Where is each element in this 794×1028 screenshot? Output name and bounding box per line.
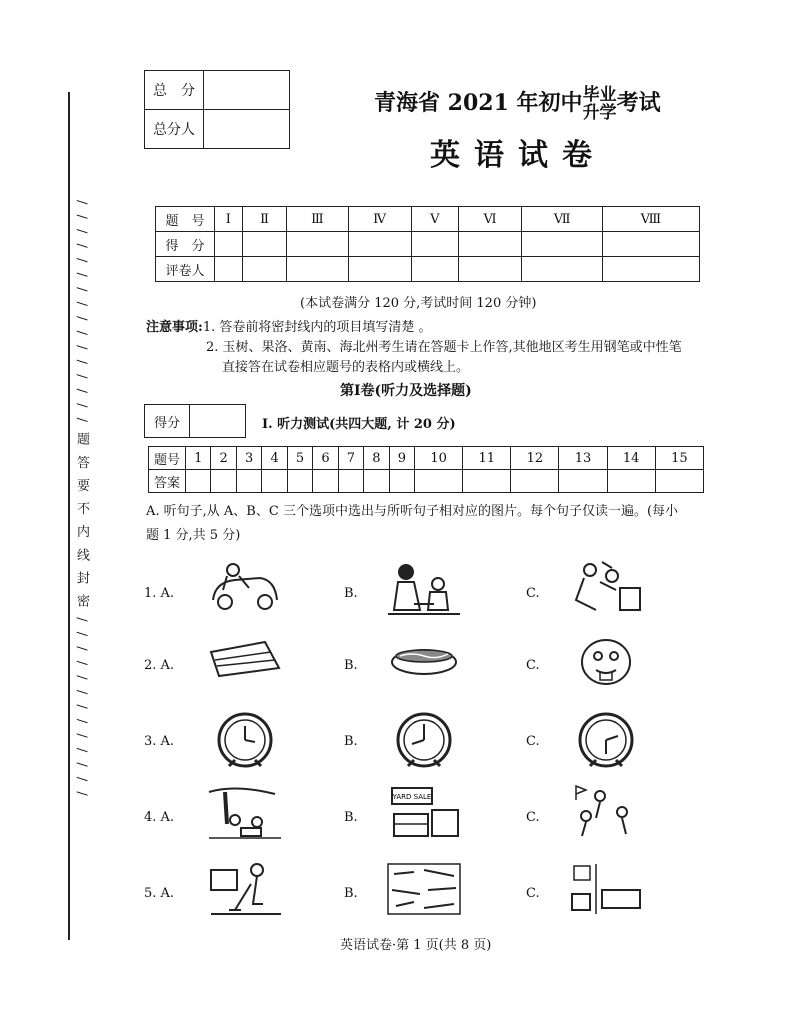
clock-picture-c[interactable] [566, 708, 646, 772]
score-cell[interactable] [411, 232, 458, 257]
score-table-header-label: 题 号 [156, 207, 215, 232]
question-2-option-b-label: B. [344, 658, 358, 673]
question-5-option-a-label: 5. A. [144, 886, 175, 901]
section-score-label: 得分 [145, 405, 190, 438]
messy-room-picture[interactable] [384, 860, 464, 924]
question-4-option-c-label: C. [526, 810, 540, 825]
grader-cell[interactable] [522, 257, 602, 282]
exam-info: (本试卷满分 120 分,考试时间 120 分钟) [300, 296, 537, 311]
col-5: Ⅴ [411, 207, 458, 232]
col-7: Ⅶ [522, 207, 602, 232]
score-cell[interactable] [602, 232, 699, 257]
clock-picture-a[interactable] [205, 708, 285, 772]
total-score-cell[interactable] [204, 71, 290, 110]
notes: 注意事项:1. 答卷前将密封线内的项目填写清楚 。 2. 玉树、果洛、黄南、海北州考生请在答题卡上作答,其他地区考生用钢笔或中性笔 直接答在试卷相应题号的表格内或横线上。 [146, 320, 682, 375]
answer-cell-1[interactable] [186, 470, 211, 493]
answer-number-5: 5 [287, 447, 312, 470]
col-2: Ⅱ [242, 207, 287, 232]
clock-picture-b[interactable] [384, 708, 464, 772]
answer-cell-13[interactable] [559, 470, 607, 493]
instruction: A. 听句子,从 A、B、C 三个选项中选出与所听句子相对应的图片。每个句子仅读一遍。(每小 题 1 分,共 5 分) [146, 504, 679, 543]
grader-cell[interactable] [602, 257, 699, 282]
score-cell[interactable] [242, 232, 287, 257]
score-cell[interactable] [522, 232, 602, 257]
section-title: Ⅰ. 听力测试(共四大题, 计 20 分) [262, 417, 456, 432]
answer-number-7: 7 [338, 447, 363, 470]
score-row-label: 得 分 [156, 232, 215, 257]
answer-number-14: 14 [607, 447, 655, 470]
page-footer: 英语试卷·第 1 页(共 8 页) [340, 938, 492, 953]
total-score-label: 总 分 [145, 71, 204, 110]
question-4-option-b-label: B. [344, 810, 358, 825]
grader-cell[interactable] [287, 257, 348, 282]
col-4: Ⅳ [348, 207, 411, 232]
total-scorer-cell[interactable] [204, 110, 290, 149]
answer-number-3: 3 [236, 447, 261, 470]
dentist-picture[interactable] [566, 560, 646, 624]
answer-number-10: 10 [415, 447, 463, 470]
grader-cell[interactable] [458, 257, 522, 282]
question-2-option-c-label: C. [526, 658, 540, 673]
sports-picture[interactable] [566, 784, 646, 848]
question-3-option-b-label: B. [344, 734, 358, 749]
question-1-option-a-label: 1. A. [144, 586, 175, 601]
grader-cell[interactable] [215, 257, 243, 282]
answer-cell-3[interactable] [236, 470, 261, 493]
answer-number-label: 题号 [149, 447, 186, 470]
col-3: Ⅲ [287, 207, 348, 232]
answer-cell-7[interactable] [338, 470, 363, 493]
score-table [155, 206, 700, 282]
binding-line [68, 92, 70, 940]
question-2-option-a-label: 2. A. [144, 658, 175, 673]
section-score-cell[interactable] [190, 405, 246, 438]
yard-sale-picture[interactable] [384, 784, 464, 848]
yard-sale-sign-text: YARD SALE [392, 793, 432, 801]
grader-cell[interactable] [348, 257, 411, 282]
answer-cell-10[interactable] [415, 470, 463, 493]
answer-cell-4[interactable] [262, 470, 287, 493]
answer-number-9: 9 [389, 447, 414, 470]
picnic-picture[interactable] [205, 784, 285, 848]
answer-cell-2[interactable] [211, 470, 236, 493]
part-title: 第Ⅰ卷(听力及选择题) [340, 383, 472, 399]
score-cell[interactable] [287, 232, 348, 257]
answer-number-6: 6 [313, 447, 338, 470]
answer-number-11: 11 [463, 447, 511, 470]
answer-number-4: 4 [262, 447, 287, 470]
total-score-box [144, 70, 290, 149]
score-cell[interactable] [348, 232, 411, 257]
answer-cell-6[interactable] [313, 470, 338, 493]
answer-number-12: 12 [511, 447, 559, 470]
answer-cell-11[interactable] [463, 470, 511, 493]
score-cell[interactable] [458, 232, 522, 257]
answer-cell-15[interactable] [655, 470, 703, 493]
answer-number-1: 1 [186, 447, 211, 470]
answer-number-8: 8 [364, 447, 389, 470]
hot-dog-picture[interactable] [384, 632, 464, 696]
answer-cell-5[interactable] [287, 470, 312, 493]
exam-title: 青海省 2021 年初中毕业 升学考试 [374, 85, 661, 123]
section-score-box [144, 404, 246, 438]
answer-table [148, 446, 704, 493]
answer-number-15: 15 [655, 447, 703, 470]
subject-title: 英语试卷 [430, 138, 606, 173]
sandwich-picture[interactable] [205, 632, 285, 696]
mother-child-reading-picture[interactable] [384, 560, 464, 624]
bedroom-picture[interactable] [566, 860, 646, 924]
answer-number-13: 13 [559, 447, 607, 470]
question-1-option-c-label: C. [526, 586, 540, 601]
question-4-option-a-label: 4. A. [144, 810, 175, 825]
answer-label: 答案 [149, 470, 186, 493]
question-1-option-b-label: B. [344, 586, 358, 601]
question-3-option-a-label: 3. A. [144, 734, 175, 749]
question-5-option-c-label: C. [526, 886, 540, 901]
col-8: Ⅷ [602, 207, 699, 232]
total-scorer-label: 总分人 [145, 110, 204, 149]
title-stack: 毕业 升学 [582, 85, 617, 123]
question-5-option-b-label: B. [344, 886, 358, 901]
answer-cell-14[interactable] [607, 470, 655, 493]
grader-cell[interactable] [411, 257, 458, 282]
sweeping-picture[interactable] [205, 860, 285, 924]
answer-cell-8[interactable] [364, 470, 389, 493]
car-repair-picture[interactable] [205, 560, 285, 624]
answer-cell-12[interactable] [511, 470, 559, 493]
binding-text: / / / / / / / / / / / / / / / / 题 答 要 不 内 线 封 密 / / / / / / / / / / / / / [74, 200, 89, 799]
cartoon-face-picture[interactable] [566, 632, 646, 696]
question-3-option-c-label: C. [526, 734, 540, 749]
score-cell[interactable] [215, 232, 243, 257]
col-6: Ⅵ [458, 207, 522, 232]
answer-cell-9[interactable] [389, 470, 414, 493]
answer-number-2: 2 [211, 447, 236, 470]
col-1: Ⅰ [215, 207, 243, 232]
grader-cell[interactable] [242, 257, 287, 282]
grader-row-label: 评卷人 [156, 257, 215, 282]
